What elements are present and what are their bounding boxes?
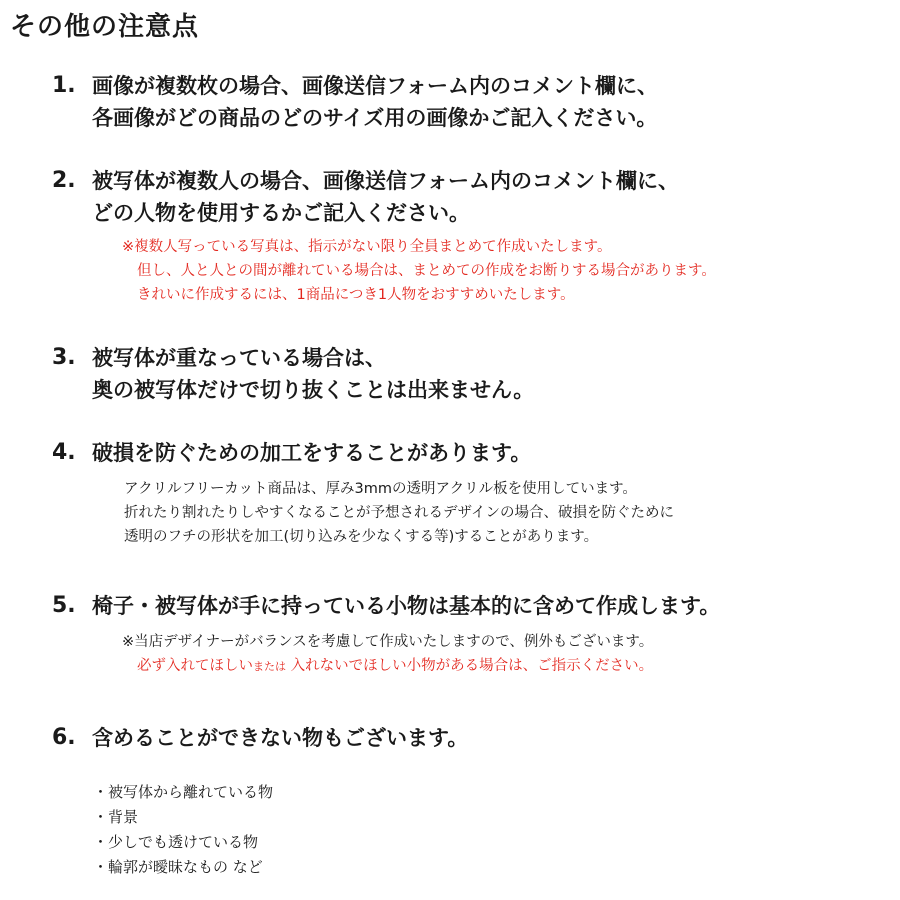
item-heading: [92, 342, 534, 406]
notice-item-6: [52, 722, 892, 880]
item-heading: [92, 437, 531, 469]
item-heading-line: どの人物を使用するかご記入ください。: [92, 201, 470, 225]
note-red-part: 入れないでほしい小物がある場合は、ご指示ください。: [290, 658, 654, 674]
item-number: 4.: [52, 440, 76, 465]
notice-item-3: [52, 342, 892, 406]
item-note: [52, 235, 892, 307]
page-title: その他の注意点: [10, 12, 200, 42]
item-heading-line: 破損を防ぐための加工をすることがあります。: [92, 441, 532, 465]
note-line: ※複数人写っている写真は、指示がない限り全員まとめて作成いたします。: [122, 239, 612, 255]
item-heading: [92, 70, 658, 134]
bullet-item: ・被写体から離れている物: [93, 783, 274, 801]
note-line: 透明のフチの形状を加工(切り込みを少なくする等)することがあります。: [124, 529, 599, 545]
item-heading-line: 被写体が重なっている場合は、: [92, 346, 386, 370]
item-number: 1.: [52, 73, 76, 98]
notice-item-5: [52, 590, 892, 679]
item-number: 6.: [52, 725, 76, 750]
item-number: 5.: [52, 593, 76, 618]
bullet-item: ・少しでも透けている物: [93, 833, 259, 851]
item-heading-line: 各画像がどの商品のどのサイズ用の画像かご記入ください。: [92, 106, 658, 130]
item-heading-line: 含めることができない物もございます。: [92, 726, 469, 750]
note-line: 但し、人と人との間が離れている場合は、まとめての作成をお断りする場合があります。: [137, 263, 716, 279]
item-heading: [92, 165, 679, 229]
item-heading-line: 被写体が複数人の場合、画像送信フォーム内のコメント欄に、: [92, 169, 679, 193]
item-heading-line: 椅子・被写体が手に持っている小物は基本的に含めて作成します。: [92, 594, 721, 618]
note-line: 折れたり割れたりしやすくなることが予想されるデザインの場合、破損を防ぐために: [124, 505, 674, 521]
item-number: 2.: [52, 168, 76, 193]
item-heading: [92, 590, 720, 622]
item-heading-line: 奥の被写体だけで切り抜くことは出来ません。: [92, 378, 535, 402]
bullet-item: ・背景: [93, 808, 139, 826]
item-note: [52, 630, 892, 679]
note-line: ※当店デザイナーがバランスを考慮して作成いたしますので、例外もございます。: [122, 634, 654, 650]
note-line: きれいに作成するには、1商品につき1人物をおすすめいたします。: [137, 287, 575, 303]
item-number: 3.: [52, 345, 76, 370]
item-note: [52, 477, 892, 549]
bullet-item: ・輪郭が曖昧なもの など: [93, 858, 263, 876]
note-red-part: 必ず入れてほしい: [137, 658, 253, 674]
note-red-small: または: [253, 660, 286, 673]
bullet-list: [52, 780, 892, 880]
notice-item-1: [52, 70, 892, 134]
notice-item-4: [52, 437, 892, 549]
note-line: アクリルフリーカット商品は、厚み3mmの透明アクリル板を使用しています。: [124, 481, 637, 497]
item-heading: [92, 722, 468, 754]
note-line-red: [122, 654, 892, 679]
item-heading-line: 画像が複数枚の場合、画像送信フォーム内のコメント欄に、: [92, 74, 658, 98]
notice-item-2: [52, 165, 892, 307]
